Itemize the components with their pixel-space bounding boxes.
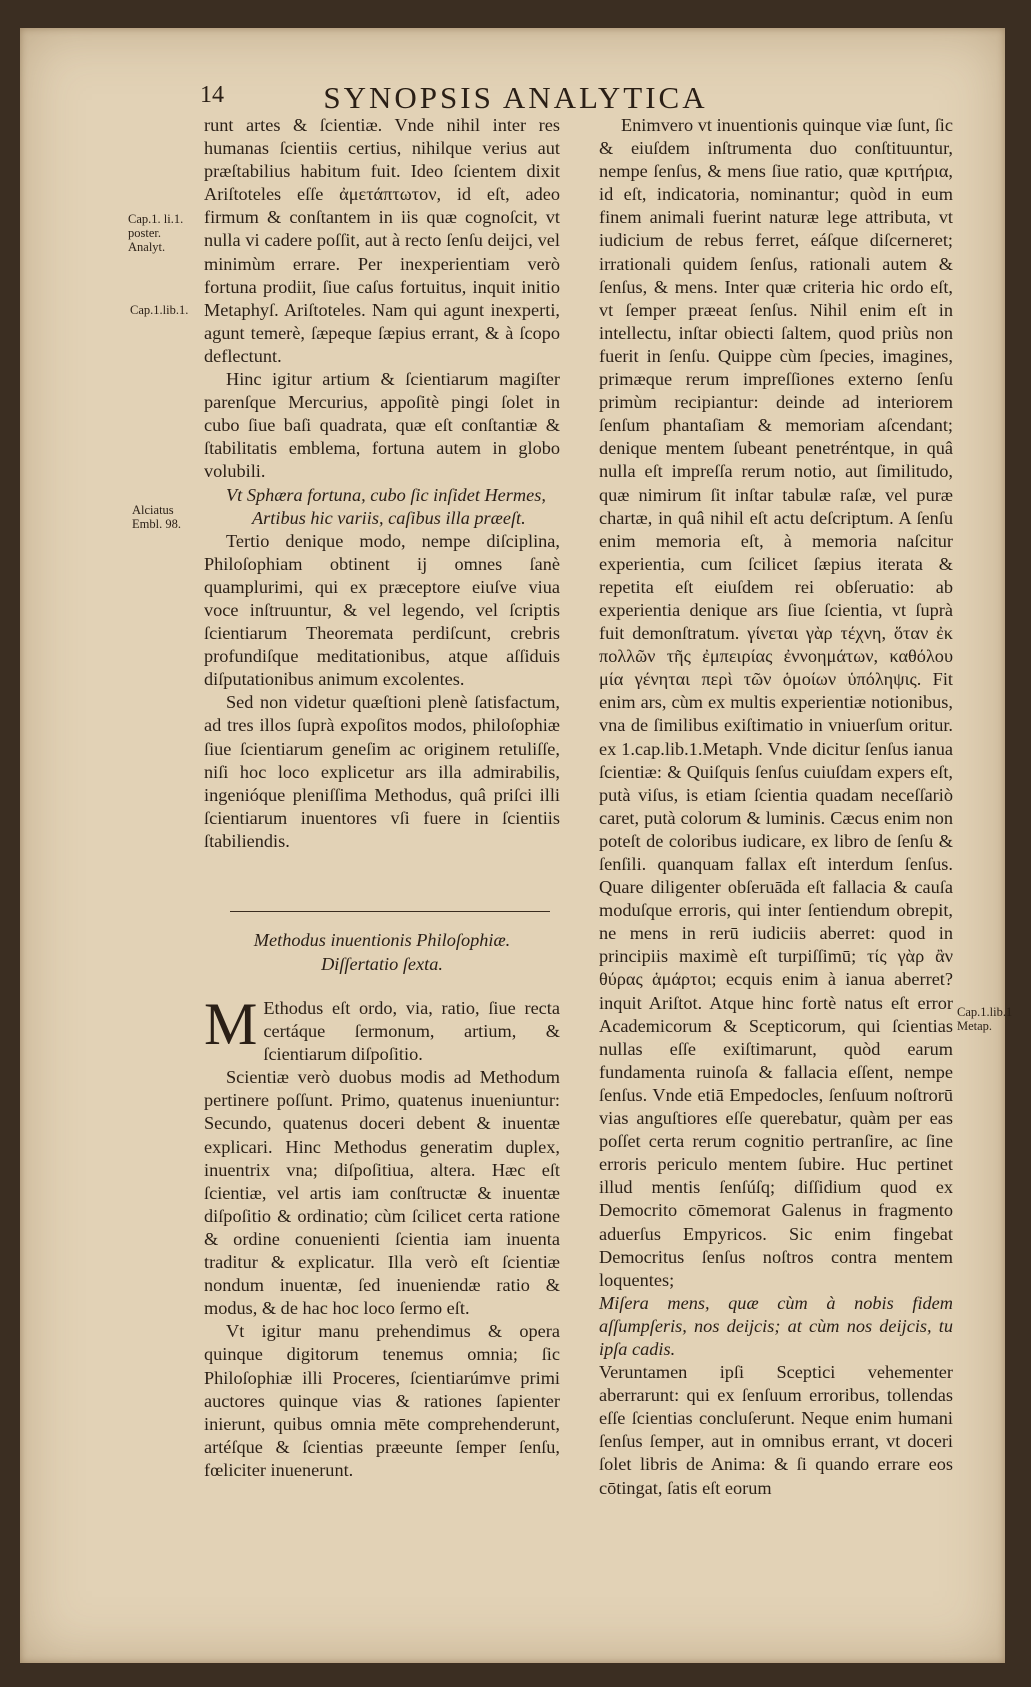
right-column	[599, 114, 953, 1500]
paragraph: Veruntamen ipſi Sceptici vehementer aberrarunt: qui ex ſenſuum erroribus, tollendas eſſe ſcientias concluſerunt. Neque enim humani ſenſus ſemper, aut in omnibus errant, vt doceri ſolet libris de Anima: & ſi quando errare eos cōtingat, ſatis eſt eorum	[599, 1362, 953, 1498]
verse-line: Vt Sphæra fortuna, cubo ſic inſidet Hermes,	[226, 484, 546, 505]
drop-capital: M	[204, 991, 258, 1057]
paragraph: Scientiæ verò duobus modis ad Methodum pertinere poſſunt. Primo, quatenus inueniuntur: Secundo, quatenus doceri debent & inuentæ explicari. Hinc Methodus generatim duplex, inuentrix vna; diſpoſitiua, altera. Hæc eſt ſcientiæ, vel artis iam conſtructæ & inuentæ diſpoſitio & ordinatio; cùm ſcilicet certa ratione & ordine conuenienti ſcientia iam inuenta traditur & explicatur. Illa verò eſt ſcientiæ nondum inuentæ, ſed inueniendæ ratio & modus, & de hac hoc loco ſermo eſt.	[204, 1067, 560, 1319]
section-divider	[230, 911, 550, 912]
paragraph: Hinc igitur artium & ſcientiarum magiſter parenſque Mercurius, appoſitè pingi ſolet in cubo ſiue baſi quadrata, quæ eſt conſtantiæ & ſtabilitatis emblema, fortuna autem in globo volubili.	[204, 369, 560, 482]
paragraph: runt artes & ſcientiæ. Vnde nihil inter res humanas ſcientiis certius, nihilque verius aut præſtabilius habitum fuit. Ideo ſcientem dixit Ariſtoteles eſſe ἀμετάπτωτον, id eſt, adeo firmum & conſtantem in iis quæ cognoſcit, vt nulla vi cadere poſſit, aut à recto ſenſu deijci, vel minimùm errare. Per inexperientiam verò fortuna prodiit, ſiue caſus fortuitus, inquit initio Metaphyſ. Ariſtoteles. Nam qui agunt inexperti, agunt temerè, ſæpeque ſæpius errant, & à ſcopo deflectunt.	[204, 115, 560, 366]
section-body	[204, 991, 560, 1482]
page-number: 14	[200, 82, 224, 108]
left-column	[204, 114, 560, 853]
paragraph: Tertio denique modo, nempe diſciplina, Philoſophiam obtinent ij omnes ſanè quamplurimi, qui ex præceptore eiuſve viua voce inſtruuntur, & vel legendo, vel ſcriptis ſcientiarum Theoremata perdiſcunt, crebris profundiſque meditationibus, atque aſſiduis diſputationibus animum excolentes.	[204, 530, 560, 690]
emblem-verse	[204, 484, 560, 530]
paragraph: Vt igitur manu prehendimus & opera quinque digitorum tenemus omnia; ſic Philoſophiæ illi Proceres, ſcientiarúmve primi auctores quinque vias & rationes ſapienter inierunt, quibus omnia mēte comprehenderunt, artéſque & ſcientias præeunte ſemper ſenſu, fœliciter inuenerunt.	[204, 1321, 560, 1480]
section-subtitle: Diſſertatio ſexta.	[321, 954, 443, 974]
paragraph-text: Ethodus eſt ordo, via, ratio, ſiue recta certáque ſermonum, artium, & ſcientiarum diſpoſitio.	[263, 998, 560, 1065]
section-title	[204, 928, 560, 976]
margin-note: Cap.1.lib.1.	[130, 303, 189, 317]
margin-note: Alciatus Embl. 98.	[132, 503, 181, 531]
page-header	[0, 82, 1031, 116]
running-head: SYNOPSIS ANALYTICA	[323, 80, 708, 115]
paragraph	[204, 991, 560, 1066]
section-title-line: Methodus inuentionis Philoſophiæ.	[253, 930, 511, 950]
paragraph: Enimvero vt inuentionis quinque viæ ſunt, ſic & eiuſdem inſtrumenta duo conſtituuntur, nempe ſenſus, & mens ſiue ratio, quæ κριτήρια, id eſt, indicatoria, nominantur; quòd in eum finem animali fuerint naturæ lege attributa, vt iudicium de rebus ferret, eáſque diſcerneret; irrationali quidem ſenſus, rationali autem & ſenſus, & mens. Inter quæ criteria hic ordo eſt, vt ſemper præeat ſenſus. Nihil enim eſt in intellectu, inſtar obiecti ſaltem, quod priùs non fuerit in ſenſu. Quippe cùm ſpecies, imagines, primæque rerum impreſſiones externo ſenſu primùm recipiantur: deinde ad interiorem ſenſum phantaſiam & memoriam aſcendant; denique mentem ſubeant penetréntque, in quâ nulla eſt impreſſa rerum notio, aut ſimilitudo, quæ nimirum ſit inſtar tabulæ raſæ, vel puræ chartæ, in quâ nihil eſt actu deſcriptum. A ſenſu enim memoria eſt, à memoria naſcitur experientia, cum ſcilicet ſæpius iterata & repetita eſt eiuſdem rei obſeruatio: ab experientia denique ars ſiue ſcientia, vt ſuprà fuit demonſtratum. γίνεται γὰρ τέχνη, ὅταν ἐκ πολλῶν τῆς ἐμπειρίας ἐννοημάτων, καθόλου μία γένηται περὶ τῶν ὁμοίων ὑπόληψις. Fit enim ars, cùm ex multis experientiæ notionibus, vna de ſimilibus exiſtimatio in vniuerſum oritur. ex 1.cap.lib.1.Metaph. Vnde dicitur ſenſus ianua ſcientiæ: & Quiſquis ſenſus cuiuſdam expers eſt, putà viſus, is etiam ſcientia quadam neceſſariò caret, putà colorum & luminis. Cæcus enim non poteſt de coloribus iudicare, ex libro de ſenſu & ſenſili. quanquam fallax eſt interdum ſenſus. Quare diligenter obſeruāda eſt fallacia & cauſa moduſque erroris, qui inter ſentiendum obrepit, ne mens in rerū iudiciis aberret: quod in principiis maximè eſt turpiſſimū; τίς γὰρ ἂν θύρας ἁμάρτοι; ecquis enim à ianua aberret? inquit Ariſtot. Atque hinc fortè natus eſt error Academicorum & Scepticorum, qui ſcientias nullas eſſe exiſtimarunt, quòd earum fundamenta ruinoſa & fallacia eſſent, nempe ſenſus. Vnde etiā Empedocles, ſenſuum noſtrorū vias anguſtiores eſſe querebatur, quàm per eas poſſet certa rerum cognitio pertranſire, ac ſine erroris periculo mentem ſubire. Huc pertinet illud mentis ſenſúſq; diſſidium quod ex Democrito cōmemorat Galenus in fragmento aduerſus Empyricos. Sic enim fingebat Democritus ſenſus noſtros contra mentem loquentes;	[599, 115, 953, 1290]
paragraph: Sed non videtur quæſtioni plenè ſatisfactum, ad tres illos ſuprà expoſitos modos, philoſophiæ ſiue ſcientiarum geneſim ac originem retuliſſe, niſi hoc loco explicetur ars illa admirabilis, ingenióque pleniſſima Methodus, quâ priſci illi ſcientiarum inuentores vſi fuere in ſcientiis ſtabiliendis.	[204, 692, 560, 851]
margin-note: Cap.1.lib.1 Metap.	[957, 1005, 1013, 1033]
verse-line: Artibus hic variis, caſibus illa præeſt.	[252, 507, 526, 528]
margin-note: Cap.1. li.1. poster. Analyt.	[128, 212, 184, 254]
quotation: Miſera mens, quæ cùm à nobis fidem aſſumpſeris, nos deijcis; at cùm nos deijcis, tu ipſa cadis.	[599, 1292, 953, 1359]
